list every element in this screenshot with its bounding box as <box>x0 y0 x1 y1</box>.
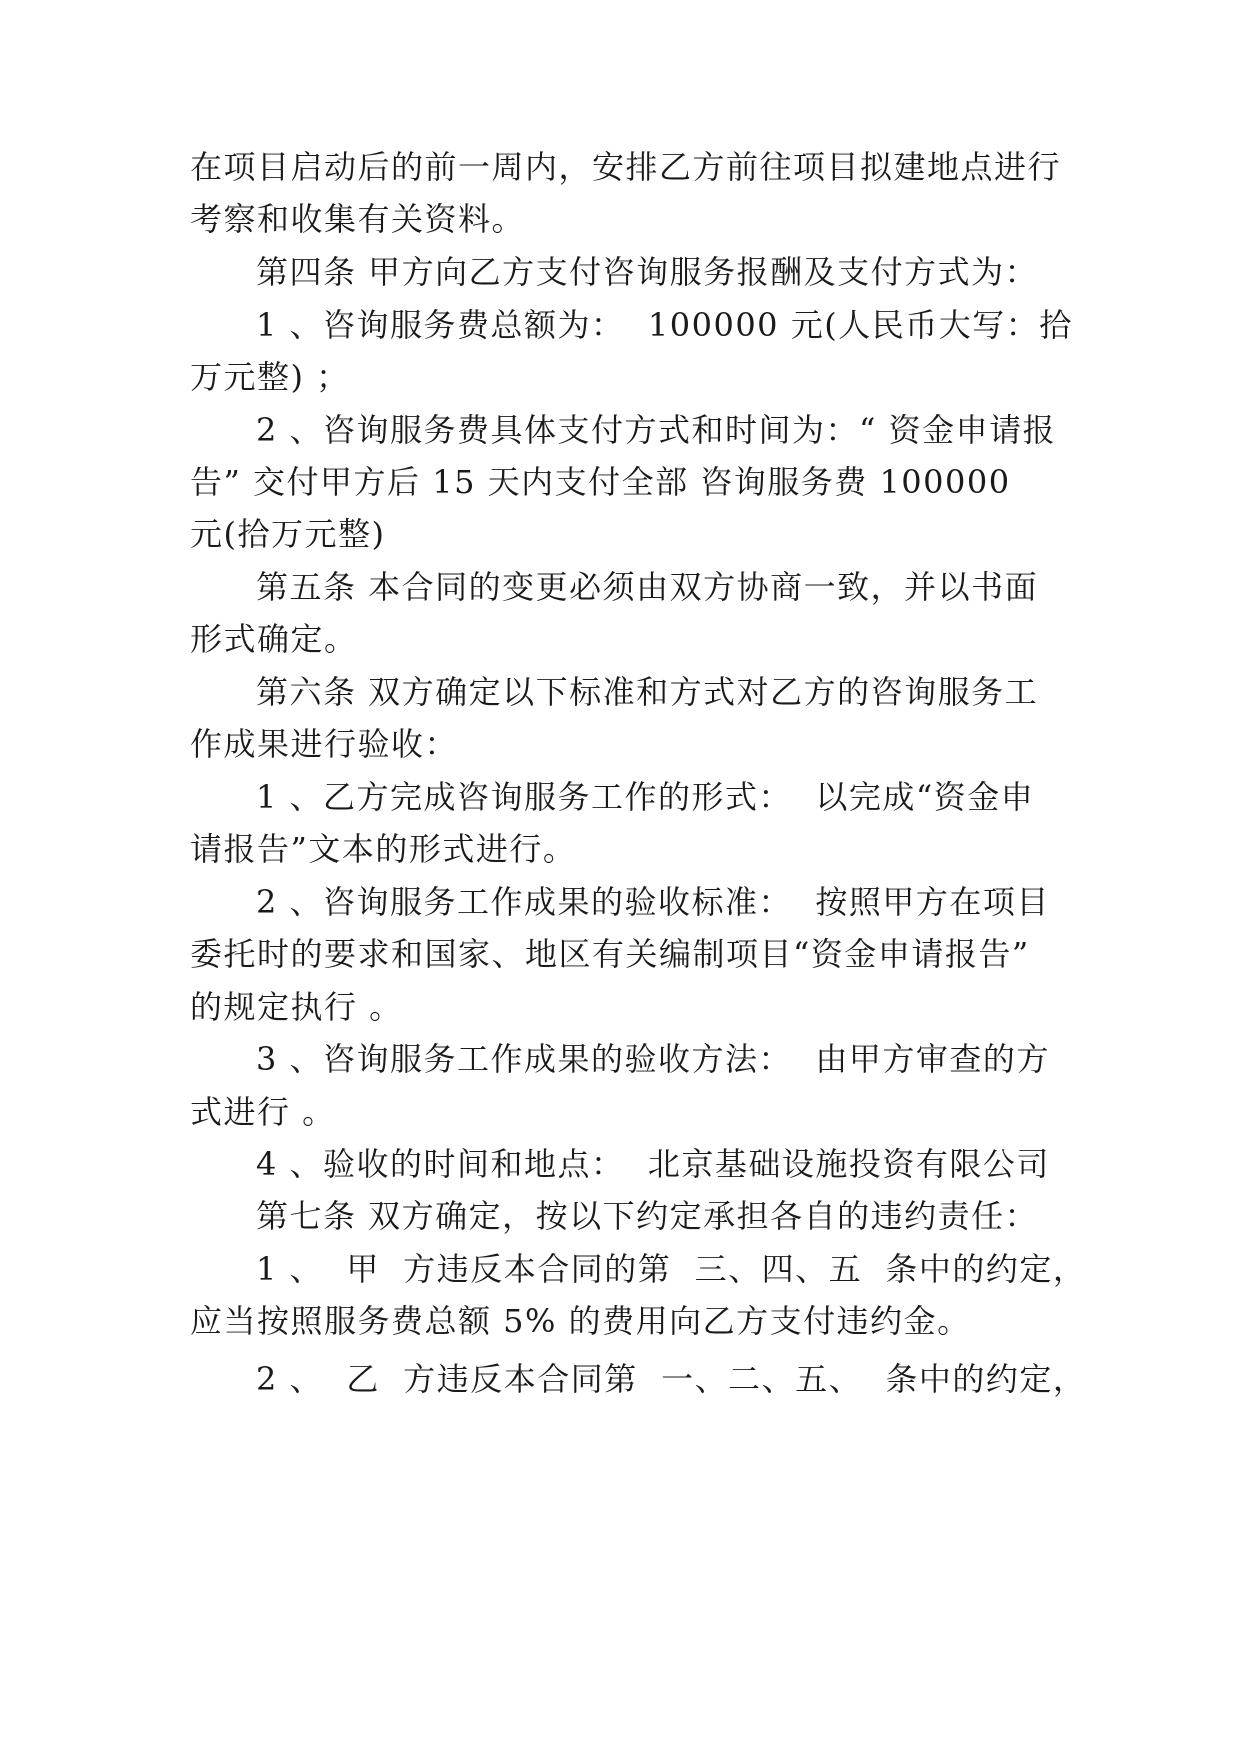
text-line: 4 、验收的时间和地点： 北京基础设施投资有限公司 <box>256 1145 1050 1183</box>
text-line: 2 、咨询服务工作成果的验收标准： 按照甲方在项目 <box>256 883 1050 921</box>
text-line: 形式确定。 <box>190 620 358 658</box>
text-line: 2 、咨询服务费具体支付方式和时间为：“ 资金申请报 <box>256 411 1057 449</box>
article-heading: 第五条 本合同的变更必须由双方协商一致，并以书面 <box>256 568 1039 606</box>
text-line: 元(拾万元整) <box>190 515 386 553</box>
text-line: 1 、乙方完成咨询服务工作的形式： 以完成“资金申 <box>256 778 1035 816</box>
text-line: 在项目启动后的前一周内，安排乙方前往项目拟建地点进行 <box>190 148 1062 186</box>
text-line: 应当按照服务费总额 5% 的费用向乙方支付违约金。 <box>190 1302 971 1340</box>
text-line: 考察和收集有关资料。 <box>190 200 526 238</box>
text-line: 1 、 甲 方违反本合同的第 三、四、五 条中的约定， <box>256 1250 1087 1288</box>
text-line: 告” 交付甲方后 15 天内支付全部 咨询服务费 100000 <box>190 463 1011 501</box>
article-heading: 第七条 双方确定，按以下约定承担各自的违约责任： <box>256 1197 1039 1235</box>
text-line: 请报告”文本的形式进行。 <box>190 830 577 868</box>
text-line: 万元整) ； <box>190 358 350 396</box>
text-line: 委托时的要求和国家、地区有关编制项目“资金申请报告” <box>190 935 1030 973</box>
text-line: 2 、 乙 方违反本合同第 一、二、五、 条中的约定， <box>256 1360 1087 1398</box>
text-line: 式进行 。 <box>190 1093 336 1131</box>
text-line: 作成果进行验收： <box>190 725 459 763</box>
document-page <box>190 0 1087 1754</box>
text-line: 的规定执行 。 <box>190 988 403 1026</box>
article-heading: 第六条 双方确定以下标准和方式对乙方的咨询服务工 <box>256 673 1039 711</box>
text-line: 1 、咨询服务费总额为： 100000 元(人民币大写：拾 <box>256 306 1073 344</box>
article-heading: 第四条 甲方向乙方支付咨询服务报酬及支付方式为： <box>256 253 1039 291</box>
text-line: 3 、咨询服务工作成果的验收方法： 由甲方审查的方 <box>256 1040 1050 1078</box>
